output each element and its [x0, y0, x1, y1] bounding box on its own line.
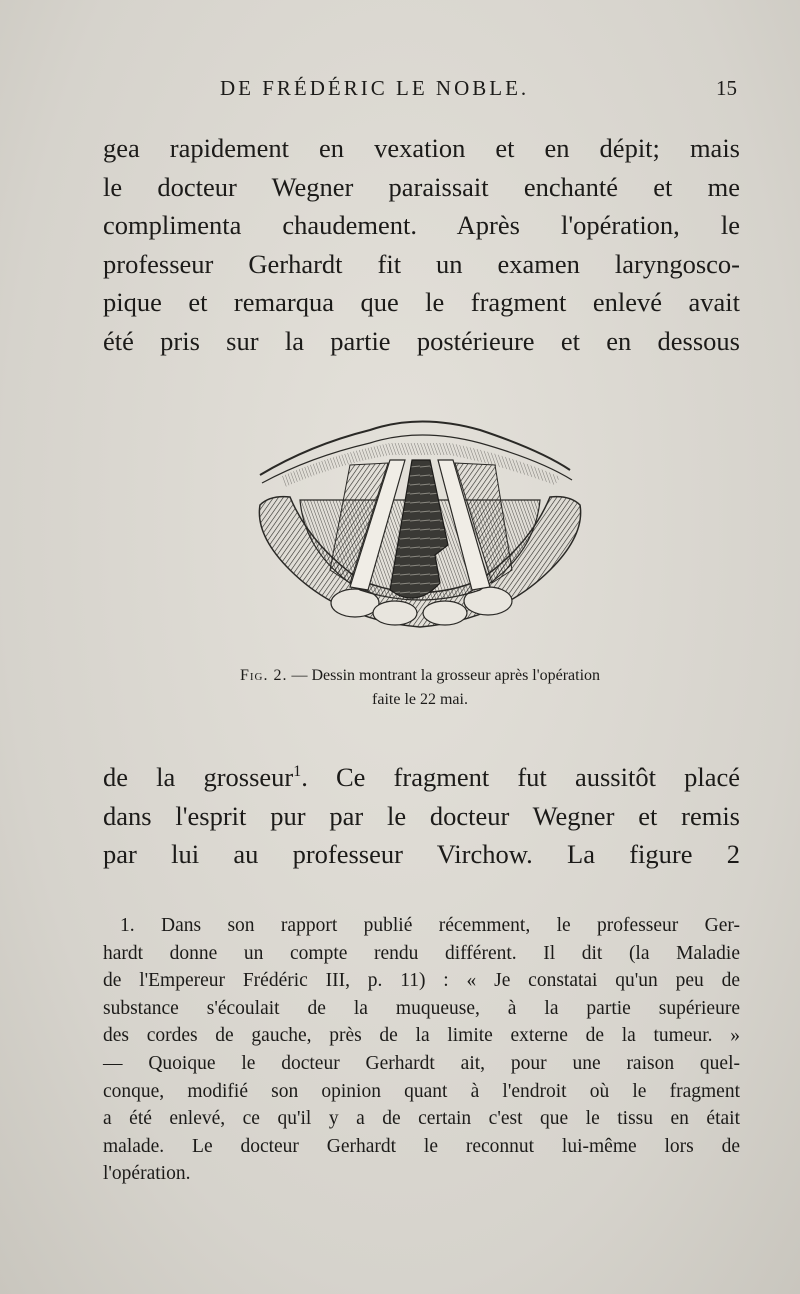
- footnote-line: 1. Dans son rapport publié récemment, le professeur Ger-: [120, 915, 740, 936]
- body-paragraph-top: [103, 129, 740, 360]
- body-paragraph-bottom: [103, 758, 740, 874]
- footnote-line: l'opération.: [103, 1163, 191, 1185]
- caption-line-2: faite le 22 mai.: [372, 691, 468, 708]
- footnote-line: a été enlevé, ce qu'il y a de certain c'est que le tissu en était: [103, 1108, 740, 1130]
- page-number: 15: [716, 76, 737, 100]
- text-line: été pris sur la partie postérieure et en dessous: [103, 325, 740, 356]
- caption-line-1: [150, 664, 690, 688]
- larynx-illustration: [250, 405, 590, 645]
- text-line: complimenta chaudement. Après l'opération, le: [103, 210, 740, 240]
- figure-caption: [150, 664, 690, 712]
- footnote-line: — Quoique le docteur Gerhardt ait, pour une raison quel-: [103, 1052, 740, 1074]
- footnote: [103, 912, 740, 1188]
- text-line: par lui au professeur Virchow. La figure 2: [103, 839, 740, 869]
- running-head: [100, 76, 745, 106]
- caption-text: — Dessin montrant la grosseur après l'opération: [287, 667, 601, 684]
- footnote-line: substance s'écoulait de la muqueuse, à la partie supérieure: [103, 997, 740, 1019]
- text-line: pique et remarqua que le fragment enlevé avait: [103, 287, 740, 317]
- footnote-line: de l'Empereur Frédéric III, p. 11) : « Je constatai qu'un peu de: [103, 970, 740, 992]
- footnote-line: conque, modifié son opinion quant à l'endroit où le fragment: [103, 1080, 740, 1102]
- footnote-line: des cordes de gauche, près de la limite externe de la tumeur. »: [103, 1025, 740, 1047]
- text-fragment: . Ce fragment fut aussitôt placé: [301, 762, 740, 792]
- figure-label: Fig. 2.: [239, 667, 288, 684]
- text-line: le docteur Wegner paraissait enchanté et me: [103, 171, 740, 202]
- text-fragment: de la grosseur: [103, 762, 294, 792]
- text-line: gea rapidement en vexation et en dépit; mais: [103, 133, 740, 163]
- footnote-line: hardt donne un compte rendu différent. Il dit (la Maladie: [103, 942, 740, 964]
- larynx-drawing-icon: [250, 405, 590, 645]
- text-line: dans l'esprit pur par le docteur Wegner et remis: [103, 800, 740, 831]
- text-line: professeur Gerhardt fit un examen laryngosco-: [103, 248, 740, 279]
- running-title: DE FRÉDÉRIC LE NOBLE.: [220, 76, 530, 100]
- footnote-line: malade. Le docteur Gerhardt le reconnut lui-même lors de: [103, 1135, 740, 1157]
- text-line: [103, 758, 740, 797]
- footnote-marker: 1: [293, 763, 302, 781]
